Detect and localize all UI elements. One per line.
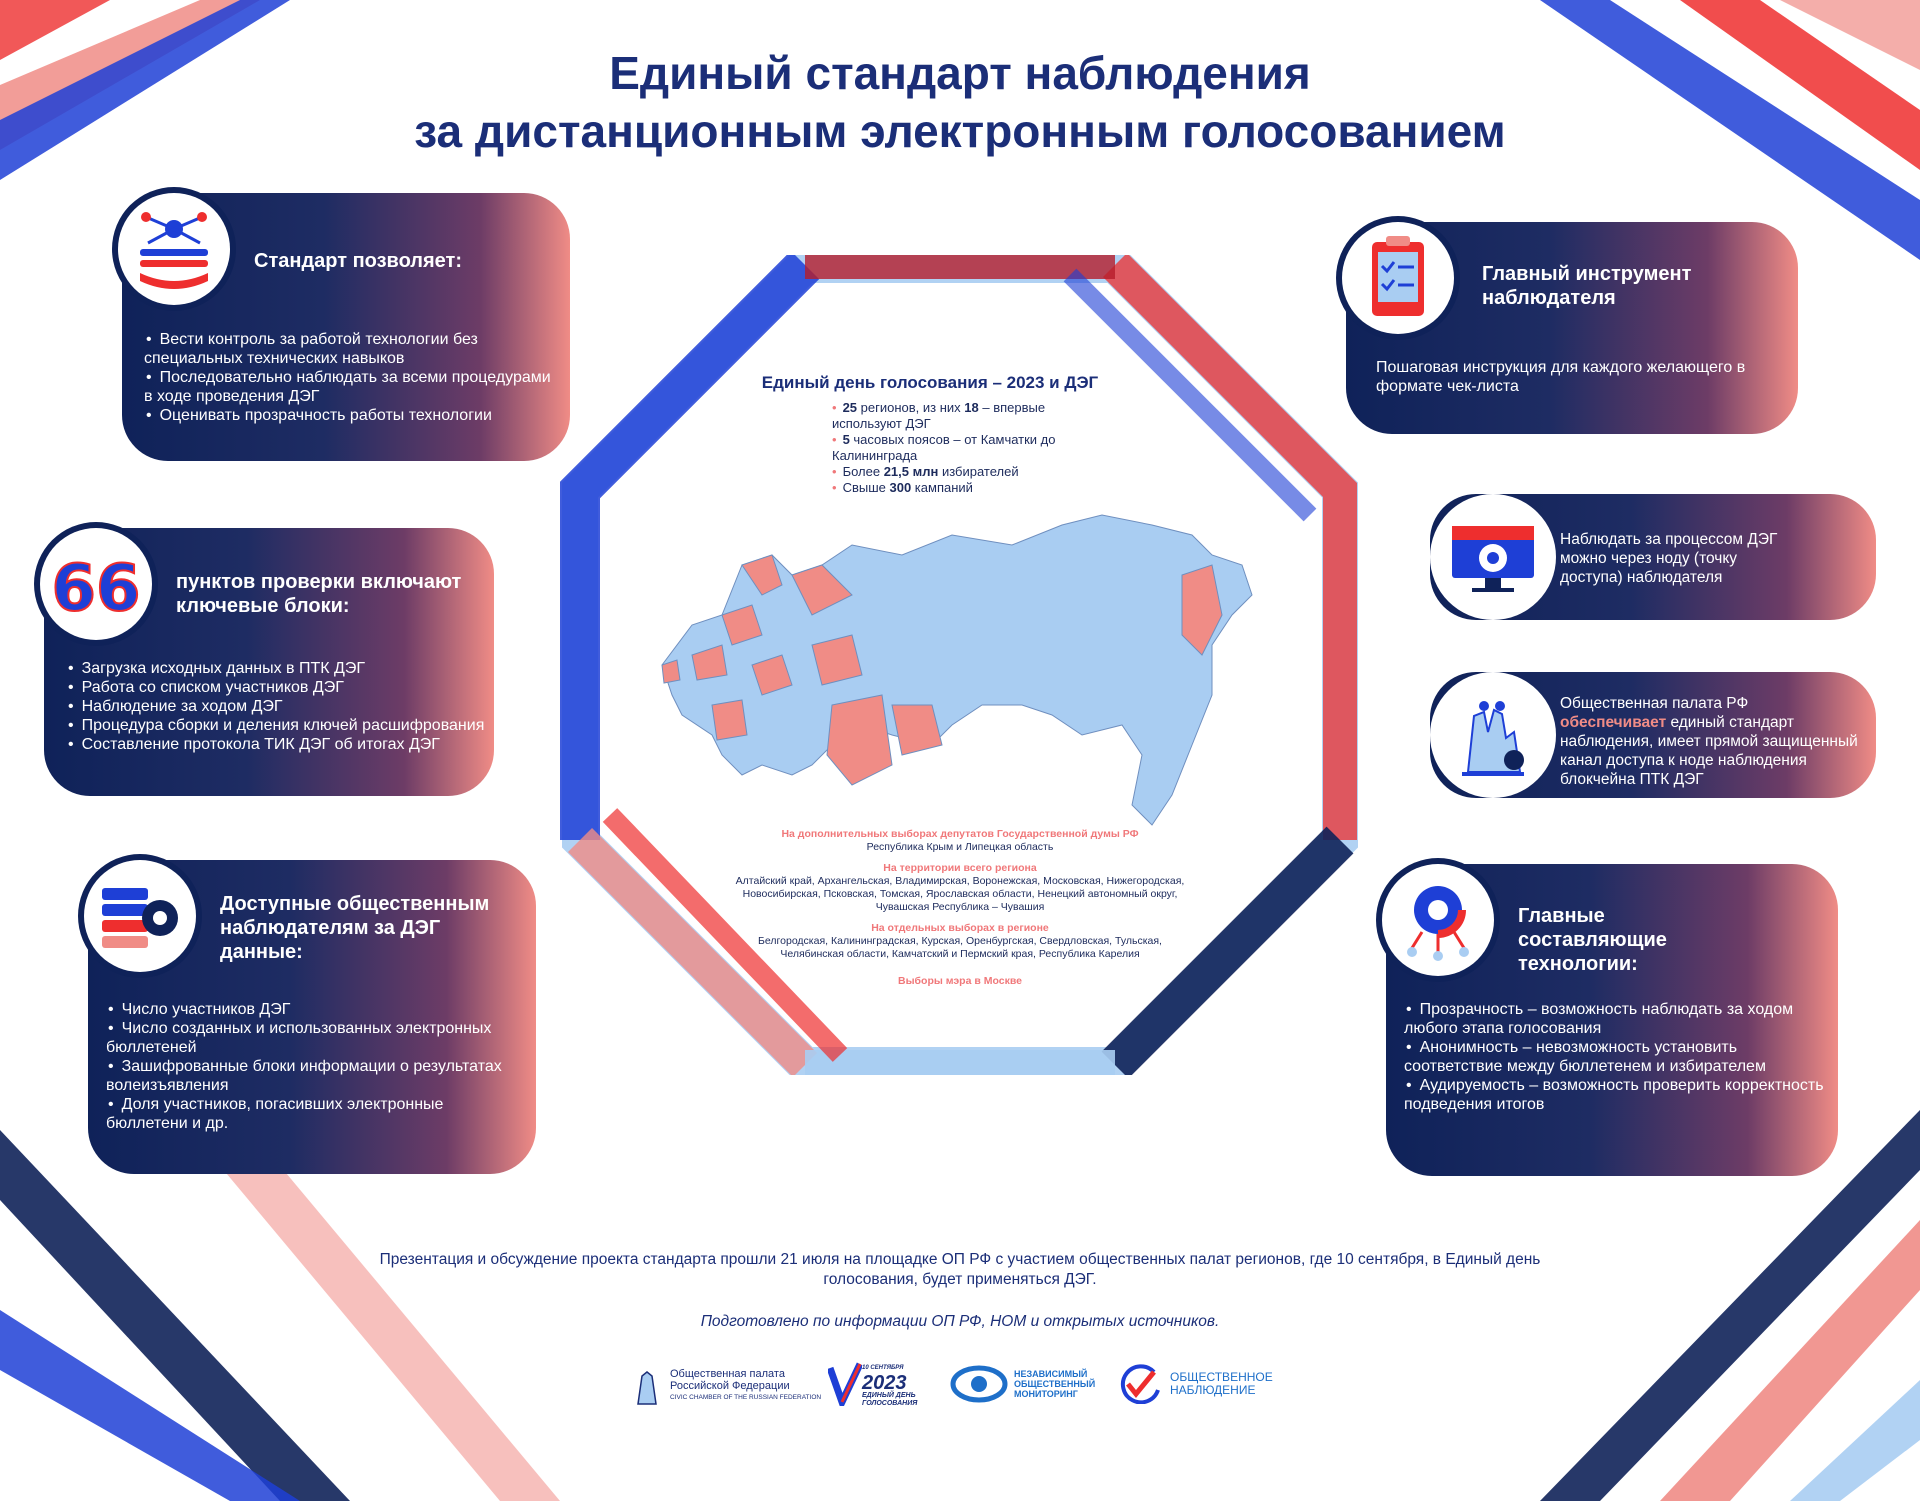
chamber-highlight: обеспечивает [1560,714,1667,731]
group-duma-heading: На дополнительных выборах депутатов Государственной думы РФ [781,828,1139,840]
logo-op-line3: CIVIC CHAMBER OF THE RUSSIAN FEDERATION [670,1394,822,1401]
logo-op-line2: Российской Федерации [670,1380,790,1392]
card-standard [122,193,570,461]
list-item: • Зашифрованные блоки информации о результатах волеизъявления [106,1057,516,1095]
logo-nom-line1: НЕЗАВИСИМЫЙ [1014,1369,1088,1379]
list-item: • Загрузка исходных данных в ПТК ДЭГ [66,659,486,678]
list-item: • Оценивать прозрачность работы технологии [144,406,554,425]
list-item: • Прозрачность – возможность наблюдать за ходом любого этапа голосования [1404,1000,1824,1038]
title-line-2: за дистанционным электронным голосованием [414,105,1506,157]
logo-edg-line3: ГОЛОСОВАНИЯ [862,1400,918,1407]
logo-on-line1: ОБЩЕСТВЕННОЕ [1170,1370,1273,1384]
card-standard-heading: Стандарт позволяет: [254,250,462,272]
logo-nom-line2: ОБЩЕСТВЕННЫЙ [1014,1379,1096,1389]
hand-network-icon [118,193,230,305]
list-item: • Работа со списком участников ДЭГ [66,678,486,697]
card-points [44,528,494,796]
group-region-heading: На территории всего региона [883,862,1037,874]
stat-regions: • 25 регионов, из них 18 – впервые используют ДЭГ [832,400,1092,432]
list-item: • Процедура сборки и деления ключей расшифрования [66,716,486,735]
card-points-heading: пунктов проверки включают ключевые блоки: [176,571,462,617]
list-item: • Последовательно наблюдать за всеми процедурами в ходе проведения ДЭГ [144,368,554,406]
map-legend [730,828,1190,988]
logo-on-line2: НАБЛЮДЕНИЕ [1170,1383,1256,1397]
clipboard-checklist-icon [1342,222,1454,334]
title-line-1: Единый стандарт наблюдения [609,47,1311,99]
card-components-heading: Главные составляющие технологии: [1518,905,1667,975]
number-66-badge [40,528,152,640]
card-points-list [66,659,486,754]
list-item: • Аудируемость – возможность проверить корректность подведения итогов [1404,1076,1824,1114]
card-chamber [1430,672,1876,798]
card-tool-text: Пошаговая инструкция для каждого желающего в формате чек-листа [1376,359,1746,395]
card-tool [1346,222,1798,434]
chamber-text-before: Общественная палата РФ [1560,695,1749,712]
logo-nom-line3: МОНИТОРИНГ [1014,1389,1078,1399]
chamber-monument-icon [1430,672,1556,798]
stat-voters: • Более 21,5 млн избирателей [832,464,1092,480]
chamber-emblem-icon [630,1366,664,1406]
logo-edg-2023 [828,1362,928,1408]
card-tool-heading: Главный инструмент наблюдателя [1482,263,1692,309]
logo-edg-line2: ЕДИНЫЙ ДЕНЬ [862,1392,916,1399]
stat-timezones: • 5 часовых поясов – от Камчатки до Калининграда [832,432,1092,464]
points-number: 66 [51,552,141,626]
card-node-text: Наблюдать за процессом ДЭГ можно через ноду (точку доступа) наблюдателя [1560,531,1778,586]
group-region-text: Алтайский край, Архангельская, Владимирская, Воронежская, Московская, Нижегородская, Новосибирская, Псковская, Томская, Ярославская области, Ненецкий автономный округ, Чувашская Республика – Чувашия [735,875,1185,913]
gear-nodes-icon [1382,864,1494,976]
card-components [1386,864,1838,1176]
list-item: • Вести контроль за работой технологии без специальных технических навыков [144,330,554,368]
card-data [88,860,536,1174]
russia-regions-map-icon [652,505,1272,835]
list-item: • Число участников ДЭГ [106,1000,516,1019]
check-circle-icon [1114,1364,1164,1404]
monitor-gear-icon [1430,494,1556,620]
list-item: • Число созданных и использованных электронных бюллетеней [106,1019,516,1057]
chamber-text-after: единый стандарт наблюдения, имеет прямой защищенный канал доступа к ноде наблюдения блокчейна ПТК ДЭГ [1560,714,1858,788]
group-separate-text: Белгородская, Калининградская, Курская, Оренбургская, Свердловская, Тульская, Челябинская области, Камчатский и Пермский края, Республика Карелия [758,935,1162,960]
card-data-heading: Доступные общественным наблюдателям за ДЭГ данные: [220,893,490,963]
vote-check-icon [828,1362,862,1406]
card-standard-list [144,330,554,425]
footer-note: Презентация и обсуждение проекта стандарта прошли 21 июля на площадке ОП РФ с участием общественных палат регионов, где 10 сентября, в Единый день голосования, будет применяться ДЭГ. [379,1251,1541,1288]
group-separate-heading: На отдельных выборах в регионе [871,922,1049,934]
list-item: • Составление протокола ТИК ДЭГ об итогах ДЭГ [66,735,486,754]
card-components-list [1404,1000,1824,1114]
center-heading: Единый день голосования – 2023 и ДЭГ [761,373,1099,392]
logo-op-line1: Общественная палата [670,1368,785,1380]
group-duma-text: Республика Крым и Липецкая область [866,841,1054,853]
server-gear-icon [84,860,196,972]
group-moscow-heading: Выборы мэра в Москве [898,975,1022,987]
page-title [0,44,1920,160]
footer-source: Подготовлено по информации ОП РФ, НОМ и открытых источников. [700,1313,1220,1330]
logo-edg-year: 2023 [862,1372,907,1394]
center-stats [832,400,1092,496]
card-data-list [106,1000,516,1133]
card-chamber-text [1560,694,1860,789]
logo-edg-date: 10 СЕНТЯБРЯ [862,1365,904,1371]
list-item: • Наблюдение за ходом ДЭГ [66,697,486,716]
list-item: • Анонимность – невозможность установить соответствие между бюллетенем и избирателем [1404,1038,1824,1076]
eye-icon [950,1364,1008,1404]
stat-campaigns: • Свыше 300 кампаний [832,480,1092,496]
list-item: • Доля участников, погасивших электронные бюллетени и др. [106,1095,516,1133]
card-node [1430,494,1876,620]
